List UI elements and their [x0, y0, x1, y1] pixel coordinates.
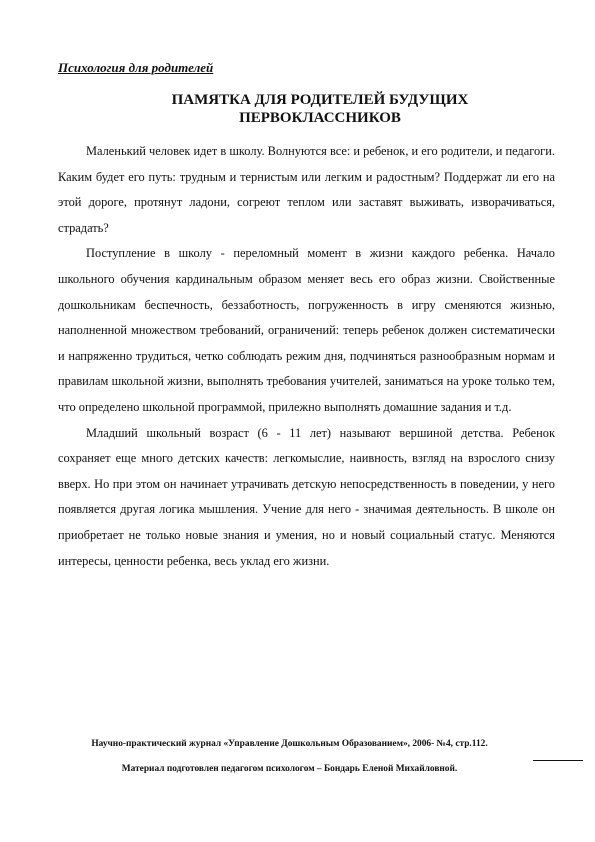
document-title [100, 91, 540, 127]
paragraph-3: Младший школьный возраст (6 - 11 лет) называют вершиной детства. Ребенок сохраняет еще много детских качеств: легкомыслие, наивность, взгляд на взрослого снизу вверх. Но при этом он начинает утрачивать детскую непосредственность в поведении, у него появляется другая логика мышления. Учение для него - значимая деятельность. В школе он приобретает не только новые знания и умения, но и новый социальный статус. Меняются интересы, ценности ребенка, весь уклад его жизни. [58, 425, 555, 568]
title-line-2: ПЕРВОКЛАССНИКОВ [239, 110, 401, 126]
document-body [58, 139, 555, 574]
footer-source: Научно-практический журнал «Управление Дошкольным Образованием», 2006- №4, стр.112. [91, 739, 488, 749]
section-label: Психология для родителей [58, 60, 214, 75]
footer-rule [533, 760, 583, 761]
paragraph-1: Маленький человек идет в школу. Волнуются все: и ребенок, и его родители, и педагоги. Каким будет его путь: трудным и тернистым или легким и радостным? Поддержат ли его на этой дороге, протянут ладони, согреют теплом или заставят выживать, изворачиваться, страдать? [58, 144, 555, 235]
footer-author: Материал подготовлен педагогом психологом – Бондарь Еленой Михайловной. [121, 764, 458, 774]
title-line-1: ПАМЯТКА ДЛЯ РОДИТЕЛЕЙ БУДУЩИХ [171, 92, 469, 108]
paragraph-2: Поступление в школу - переломный момент в жизни каждого ребенка. Начало школьного обучения кардинальным образом меняет весь его образ жизни. Свойственные дошкольникам беспечность, беззаботность, погруженность в игру сменяются жизнью, наполненной множеством требований, ограничений: теперь ребенок должен систематически и напряженно трудиться, четко соблюдать режим дня, подчиняться разнообразным нормам и правилам школьной жизни, выполнять требования учителей, заниматься на уроке только тем, что определено школьной программой, прилежно выполнять домашние задания и т.д. [58, 246, 555, 414]
